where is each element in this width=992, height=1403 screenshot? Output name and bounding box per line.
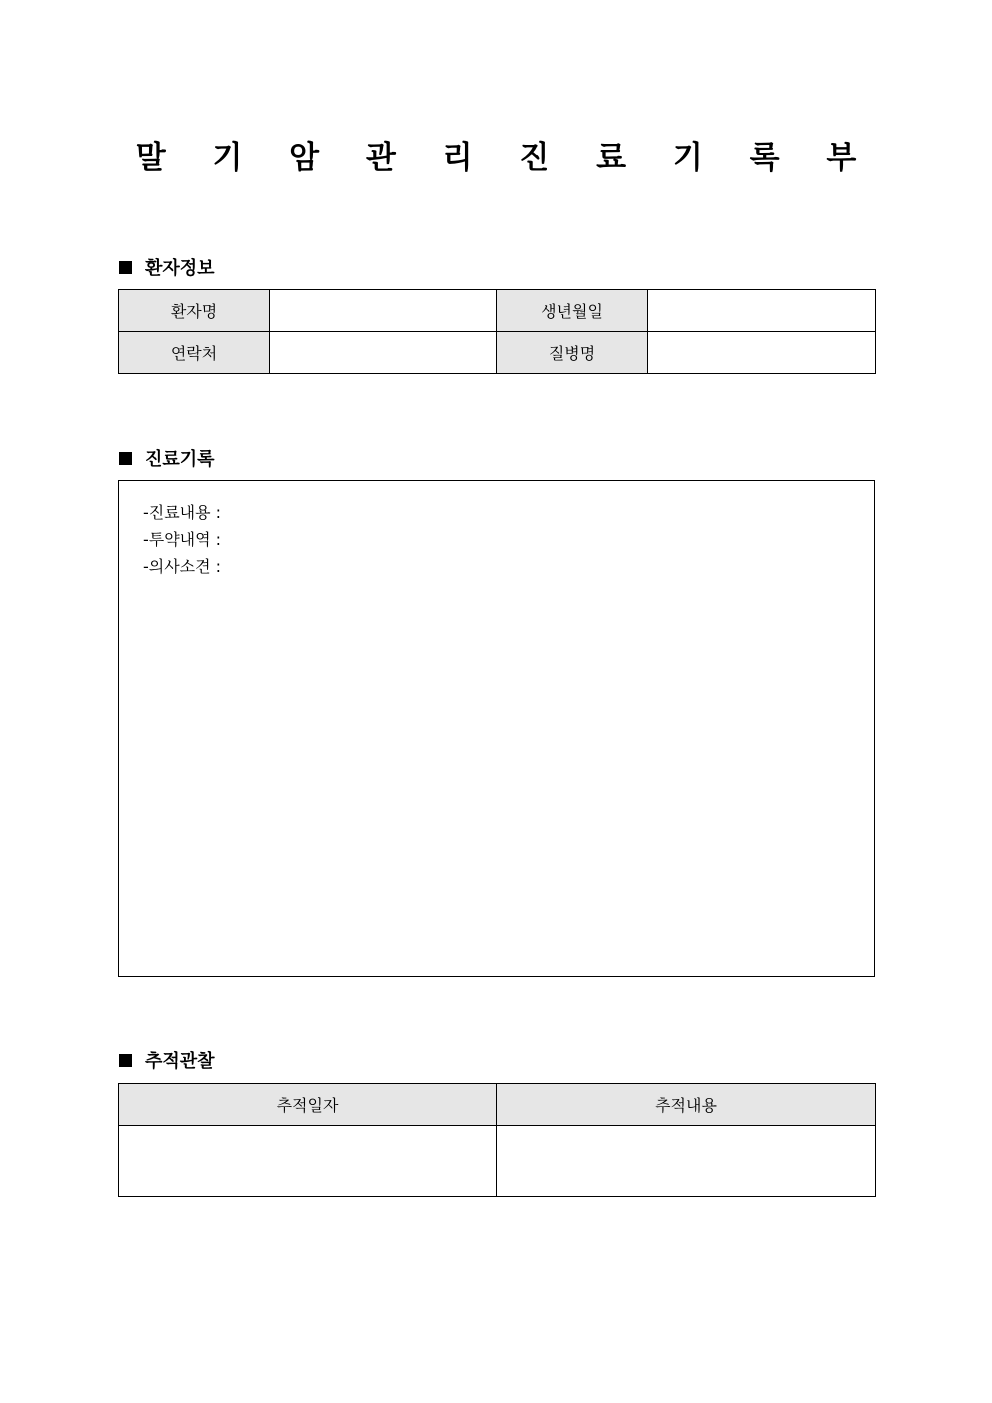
disease-field[interactable] bbox=[648, 332, 876, 374]
patient-name-field[interactable] bbox=[270, 290, 497, 332]
table-row bbox=[119, 290, 876, 332]
medical-record-heading-label: 진료기록 bbox=[145, 449, 215, 470]
treatment-content-line: -진료내용 : bbox=[143, 503, 222, 522]
medical-record-heading bbox=[119, 445, 215, 471]
square-bullet-icon bbox=[119, 452, 132, 465]
contact-field[interactable] bbox=[270, 332, 497, 374]
patient-name-label: 환자명 bbox=[119, 290, 270, 332]
contact-label: 연락처 bbox=[119, 332, 270, 374]
follow-up-content-field[interactable] bbox=[497, 1126, 876, 1197]
doctor-opinion-line: -의사소견 : bbox=[143, 557, 222, 576]
follow-up-heading-label: 추적관찰 bbox=[145, 1051, 215, 1072]
table-row bbox=[119, 332, 876, 374]
patient-info-heading-label: 환자정보 bbox=[145, 258, 215, 279]
follow-up-date-header: 추적일자 bbox=[119, 1084, 497, 1126]
patient-info-table bbox=[118, 289, 876, 374]
page-title: 말 기 암 관 리 진 료 기 록 부 bbox=[135, 140, 875, 176]
square-bullet-icon bbox=[119, 1054, 132, 1067]
table-header-row bbox=[119, 1084, 876, 1126]
patient-info-heading bbox=[119, 254, 215, 280]
follow-up-heading bbox=[119, 1047, 215, 1073]
medical-record-box[interactable] bbox=[118, 480, 875, 977]
square-bullet-icon bbox=[119, 261, 132, 274]
birth-date-label: 생년월일 bbox=[497, 290, 648, 332]
follow-up-date-field[interactable] bbox=[119, 1126, 497, 1197]
birth-date-field[interactable] bbox=[648, 290, 876, 332]
medication-history-line: -투약내역 : bbox=[143, 530, 222, 549]
disease-label: 질병명 bbox=[497, 332, 648, 374]
follow-up-table bbox=[118, 1083, 876, 1197]
follow-up-content-header: 추적내용 bbox=[497, 1084, 876, 1126]
table-row bbox=[119, 1126, 876, 1197]
